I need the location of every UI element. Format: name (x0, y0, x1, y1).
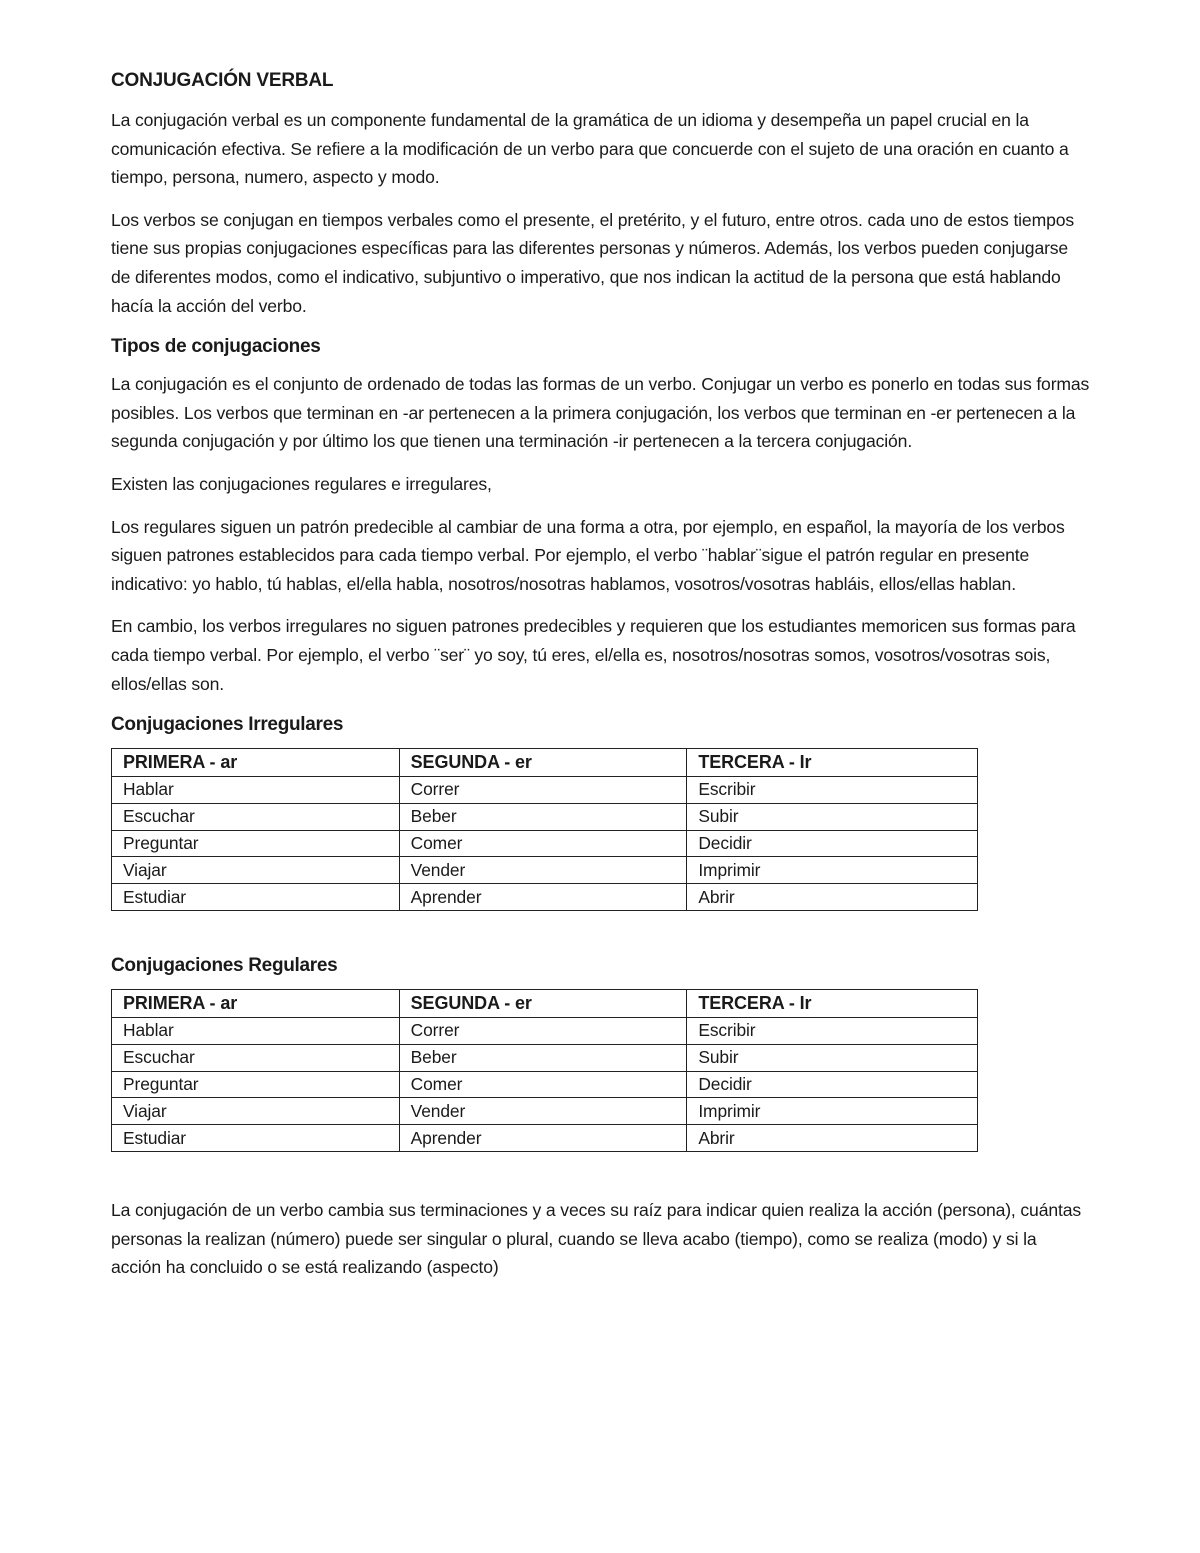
table-row (112, 1018, 978, 1045)
tipos-paragraph-1: La conjugación es el conjunto de ordenado de todas las formas de un verbo. Conjugar un verbo es ponerlo en todas sus formas posibles. Los verbos que terminan en -ar pertenecen a la primera conjugación, los verbos que terminan en -er pertenecen a la segunda conjugación y por último los que tienen una terminación -ir pertenecen a la tercera conjugación. (111, 374, 1090, 452)
table-cell: Decidir (687, 830, 978, 857)
intro-paragraph-2: Los verbos se conjugan en tiempos verbales como el presente, el pretérito, y el futuro, entre otros. cada uno de estos tiempos tiene sus propias conjugaciones específicas para las diferentes personas y números. Además, los verbos pueden conjugarse de diferentes modos, como el indicativo, subjuntivo o imperativo, que nos indican la actitud de la persona que está hablando hacía la acción del verbo. (111, 209, 1074, 316)
column-header: PRIMERA - ar (112, 990, 400, 1018)
table-cell: Aprender (399, 884, 687, 911)
intro-paragraph-1: La conjugación verbal es un componente fundamental de la gramática de un idioma y desempeña un papel crucial en la comunicación efectiva. Se refiere a la modificación de un verbo para que concuerde con el sujeto de una oración en cuanto a tiempo, persona, numero, aspecto y modo. (111, 110, 1069, 188)
section-heading-tipos: Tipos de conjugaciones (111, 336, 321, 358)
table-row (112, 857, 978, 884)
table-row (112, 1071, 978, 1098)
table-cell: Beber (399, 1044, 687, 1071)
column-header: PRIMERA - ar (112, 749, 400, 777)
table-cell: Preguntar (112, 830, 400, 857)
table-cell: Hablar (112, 777, 400, 804)
table-cell: Hablar (112, 1018, 400, 1045)
column-header: TERCERA - Ir (687, 749, 978, 777)
spacer (111, 1152, 1091, 1196)
column-header: SEGUNDA - er (399, 990, 687, 1018)
column-header: TERCERA - Ir (687, 990, 978, 1018)
table-row (112, 777, 978, 804)
table-row (112, 803, 978, 830)
document-page (111, 70, 1091, 1296)
table-cell: Abrir (687, 1125, 978, 1152)
irregular-verbs-table (111, 748, 978, 911)
table-cell: Subir (687, 803, 978, 830)
table-cell: Escuchar (112, 803, 400, 830)
table-cell: Comer (399, 830, 687, 857)
table-cell: Escribir (687, 1018, 978, 1045)
table-cell: Aprender (399, 1125, 687, 1152)
table-cell: Comer (399, 1071, 687, 1098)
table-cell: Escribir (687, 777, 978, 804)
table-cell: Decidir (687, 1071, 978, 1098)
section-heading-irregulares: Conjugaciones Irregulares (111, 714, 344, 736)
table-row (112, 1044, 978, 1071)
table-cell: Estudiar (112, 1125, 400, 1152)
table-cell: Preguntar (112, 1071, 400, 1098)
spacer (111, 911, 1091, 955)
table-cell: Vender (399, 1098, 687, 1125)
column-header: SEGUNDA - er (399, 749, 687, 777)
table-cell: Imprimir (687, 857, 978, 884)
table-row (112, 1098, 978, 1125)
closing-paragraph: La conjugación de un verbo cambia sus terminaciones y a veces su raíz para indicar quien realiza la acción (persona), cuántas personas la realizan (número) puede ser singular o plural, cuando se lleva acabo (tiempo), como se realiza (modo) y si la acción ha concluido o se está realizando (aspecto) (111, 1200, 1081, 1278)
tipos-paragraph-3: Los regulares siguen un patrón predecible al cambiar de una forma a otra, por ejemplo, en español, la mayoría de los verbos siguen patrones establecidos para cada tiempo verbal. Por ejemplo, el verbo ¨hablar¨sigue el patrón regular en presente indicativo: yo hablo, tú hablas, el/ella habla, nosotros/nosotras hablamos, vosotros/vosotras habláis, ellos/ellas hablan. (111, 516, 1065, 594)
table-cell: Viajar (112, 857, 400, 884)
table-row (112, 830, 978, 857)
regular-verbs-table (111, 989, 978, 1152)
document-title: CONJUGACIÓN VERBAL (111, 70, 334, 91)
table-row (112, 884, 978, 911)
table-cell: Abrir (687, 884, 978, 911)
table-cell: Correr (399, 1018, 687, 1045)
table-cell: Vender (399, 857, 687, 884)
table-cell: Viajar (112, 1098, 400, 1125)
tipos-paragraph-4: En cambio, los verbos irregulares no siguen patrones predecibles y requieren que los estudiantes memoricen sus formas para cada tiempo verbal. Por ejemplo, el verbo ¨ser¨ yo soy, tú eres, el/ella es, nosotros/nosotras somos, vosotros/vosotras sois, ellos/ellas son. (111, 616, 1076, 694)
table-row (112, 1125, 978, 1152)
table-cell: Escuchar (112, 1044, 400, 1071)
table-cell: Estudiar (112, 884, 400, 911)
table-header-row (112, 990, 978, 1018)
table-header-row (112, 749, 978, 777)
table-cell: Subir (687, 1044, 978, 1071)
table-cell: Correr (399, 777, 687, 804)
section-heading-regulares: Conjugaciones Regulares (111, 955, 338, 977)
table-cell: Beber (399, 803, 687, 830)
tipos-paragraph-2: Existen las conjugaciones regulares e irregulares, (111, 473, 492, 494)
table-cell: Imprimir (687, 1098, 978, 1125)
